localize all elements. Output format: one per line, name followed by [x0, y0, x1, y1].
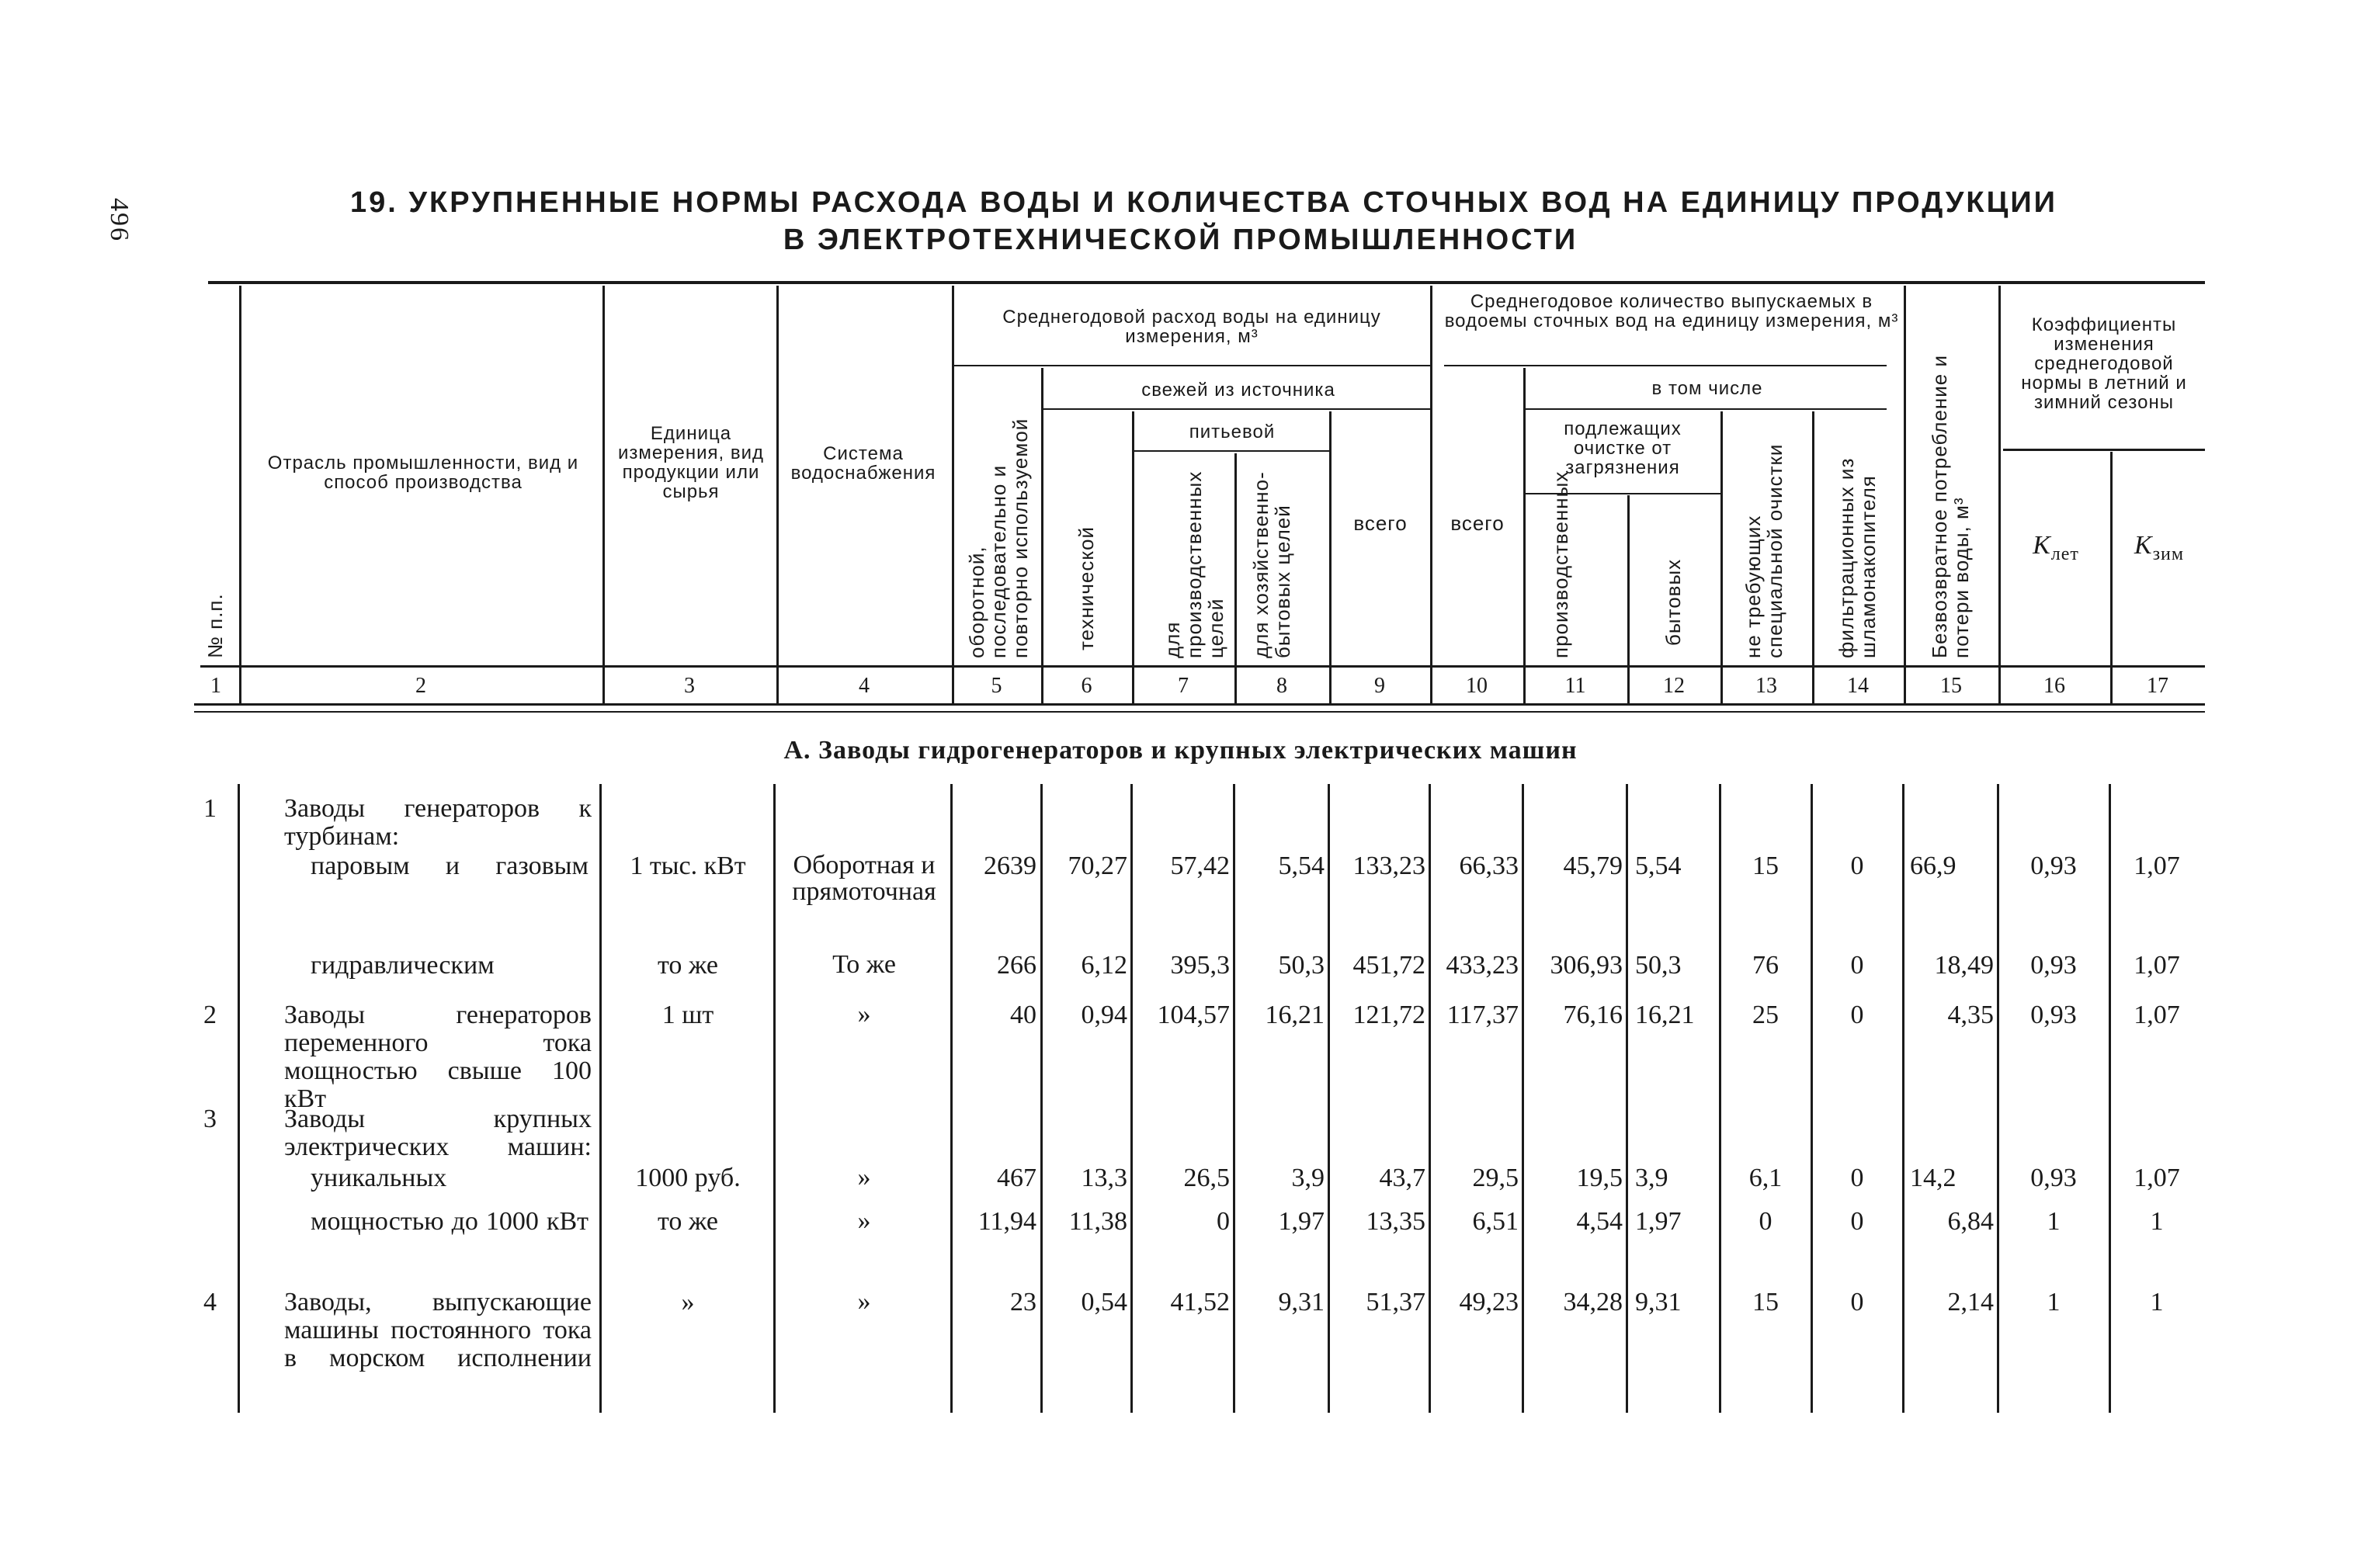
row-value: 5,54	[1278, 852, 1325, 880]
header-group-incl: в том числе	[1651, 378, 1763, 399]
rule-consumption	[953, 365, 1430, 366]
row-value: 0	[1850, 1207, 1864, 1236]
bv-13	[1811, 784, 1813, 1413]
row-value: 6,51	[1472, 1207, 1519, 1236]
header-col-7-text: для производственных целей	[1161, 470, 1227, 658]
row-value: 1,07	[2134, 1164, 2180, 1192]
row-name: Заводы генераторов переменного тока мощностью свыше 100 кВт	[284, 1001, 592, 1113]
hv-8	[1329, 411, 1332, 705]
header-col-5	[966, 394, 1031, 658]
row-value: 45,79	[1563, 852, 1623, 880]
row-value: 18,49	[1934, 951, 1994, 980]
hv-12	[1720, 411, 1723, 705]
row-value: 11,38	[1068, 1207, 1127, 1236]
row-value: 13,3	[1081, 1164, 1127, 1192]
bv-5	[1040, 784, 1043, 1413]
hv-13	[1812, 411, 1814, 705]
hv-10	[1523, 368, 1526, 705]
header-col-6: технической	[1075, 526, 1098, 650]
row-value: 4,35	[1947, 1001, 1994, 1029]
header-group-drinking: питьевой	[1189, 421, 1276, 442]
column-number: 16	[2043, 674, 2065, 698]
row-value: 0	[1850, 951, 1864, 980]
row-value: 0,54	[1081, 1288, 1127, 1316]
row-number: 1	[203, 794, 217, 823]
row-value: 1,07	[2134, 951, 2180, 980]
column-number: 17	[2147, 674, 2168, 698]
row-value: 50,3	[1278, 951, 1325, 980]
row-value: 76,16	[1563, 1001, 1623, 1029]
header-col-11-text: производственных	[1549, 470, 1572, 658]
header-col-13-text: не требующих специальной очистки	[1741, 443, 1786, 658]
column-number: 12	[1663, 674, 1685, 698]
row-value: 133,23	[1352, 852, 1425, 880]
header-col-9: всего	[1353, 512, 1408, 535]
table-title-line2: В ЭЛЕКТРОТЕХНИЧЕСКОЙ ПРОМЫШЛЕННОСТИ	[783, 224, 1578, 256]
column-number: 1	[210, 674, 221, 698]
row-value: 1,07	[2134, 852, 2180, 880]
bv-11	[1626, 784, 1628, 1413]
hv-1	[239, 286, 241, 705]
row-unit: 1 шт	[661, 1001, 714, 1029]
row-value: 16,21	[1635, 1001, 1695, 1029]
row-value: 3,9	[1635, 1164, 1668, 1192]
row-value: 2,14	[1947, 1288, 1994, 1316]
bv-7	[1233, 784, 1235, 1413]
row-value: 266	[997, 951, 1036, 980]
column-number: 7	[1178, 674, 1189, 698]
header-col-12: бытовых	[1661, 558, 1685, 646]
row-number: 2	[203, 1001, 217, 1029]
row-value: 0	[1850, 1001, 1864, 1029]
header-col-5-text: оборотной, последовательно и повторно используемой	[965, 418, 1032, 658]
row-value: 50,3	[1635, 951, 1682, 980]
row-unit: 1 тыс. кВт	[630, 852, 746, 880]
row-value: 51,37	[1366, 1288, 1425, 1316]
bv-16	[2109, 784, 2111, 1413]
row-value: 0	[1850, 1288, 1864, 1316]
row-value: 19,5	[1576, 1164, 1623, 1192]
column-number: 13	[1755, 674, 1777, 698]
column-number: 10	[1466, 674, 1488, 698]
row-value: 6,12	[1081, 951, 1127, 980]
row-value: 3,9	[1291, 1164, 1325, 1192]
row-value: 29,5	[1472, 1164, 1519, 1192]
row-value: 14,2	[1910, 1164, 1957, 1192]
row-value: 1	[2047, 1288, 2061, 1316]
row-value: 6,1	[1748, 1164, 1783, 1192]
bv-4	[950, 784, 953, 1413]
bv-8	[1328, 784, 1330, 1413]
row-value: 66,33	[1459, 852, 1519, 880]
rule-fresh	[1043, 408, 1430, 410]
row-value: 1,97	[1635, 1207, 1682, 1236]
row-system: То же	[832, 950, 896, 979]
hv-16	[2110, 452, 2113, 705]
row-name: паровым и газовым	[311, 852, 589, 880]
hv-15	[1998, 286, 2001, 705]
hv-7	[1234, 453, 1237, 705]
row-value: 15	[1752, 1288, 1779, 1316]
header-col-17	[2113, 531, 2205, 564]
header-group-wastewater: Среднегодовое количество выпускаемых в водоемы сточных вод на единицу измерения, м³	[1444, 291, 1899, 331]
row-value: 41,52	[1170, 1288, 1230, 1316]
bv-10	[1522, 784, 1524, 1413]
row-value: 9,31	[1278, 1288, 1325, 1316]
row-value: 34,28	[1563, 1288, 1623, 1316]
column-number: 9	[1374, 674, 1385, 698]
rule-incl	[1525, 408, 1887, 410]
k-summer-sub: лет	[2050, 543, 2079, 564]
row-value: 433,23	[1446, 951, 1519, 980]
k-winter: K	[2134, 531, 2153, 560]
rule-coef	[2003, 449, 2205, 451]
bv-14	[1902, 784, 1904, 1413]
row-name: Заводы генераторов к турбинам:	[284, 794, 592, 851]
column-number: 4	[859, 674, 870, 698]
bv-1	[238, 784, 240, 1413]
hv-9	[1430, 286, 1432, 705]
table-title-line1: 19. УКРУПНЕННЫЕ НОРМЫ РАСХОДА ВОДЫ И КОЛИЧЕСТВА СТОЧНЫХ ВОД НА ЕДИНИЦУ ПРОДУКЦИИ	[350, 186, 2057, 219]
row-value: 49,23	[1459, 1288, 1519, 1316]
header-col-13	[1742, 418, 1786, 658]
row-number: 3	[203, 1105, 217, 1133]
row-value: 117,37	[1446, 1001, 1519, 1029]
row-value: 9,31	[1635, 1288, 1682, 1316]
row-unit: »	[681, 1288, 695, 1316]
header-group-consumption: Среднегодовой расход воды на единицу измерения, м³	[1002, 307, 1381, 347]
header-col-10: всего	[1450, 512, 1505, 535]
row-value: 121,72	[1352, 1001, 1425, 1029]
row-name: гидравлическим	[311, 951, 495, 980]
header-col-14	[1835, 418, 1879, 658]
row-system: Оборотная и прямоточная	[792, 851, 936, 906]
row-value: 1,97	[1278, 1207, 1325, 1236]
row-value: 0	[1850, 1164, 1864, 1192]
header-col-3: Единица измерения, вид продукции или сырья	[617, 423, 765, 502]
row-value: 104,57	[1157, 1001, 1230, 1029]
row-unit: то же	[657, 1207, 719, 1236]
column-number: 2	[415, 674, 426, 698]
header-col-8	[1250, 464, 1293, 658]
header-col-4: Система водоснабжения	[790, 443, 936, 484]
page-number: 496	[105, 198, 134, 242]
hv-6	[1132, 411, 1134, 705]
row-value: 0,94	[1081, 1001, 1127, 1029]
row-value: 11,94	[977, 1207, 1036, 1236]
column-number: 15	[1940, 674, 1962, 698]
row-value: 26,5	[1183, 1164, 1230, 1192]
row-name: Заводы, выпускающие машины постоянного тока в морском исполнении	[284, 1288, 592, 1372]
row-value: 40	[1010, 1001, 1036, 1029]
bv-15	[1997, 784, 1999, 1413]
header-group-treat: подлежащих очистке от загрязнения	[1564, 418, 1682, 478]
header-col-11	[1549, 470, 1572, 658]
row-value: 66,9	[1910, 852, 1957, 880]
row-value: 13,35	[1366, 1207, 1425, 1236]
column-number: 8	[1276, 674, 1287, 698]
row-value: 0	[1759, 1207, 1772, 1236]
row-value: 0,93	[2030, 1164, 2077, 1192]
row-value: 2639	[984, 852, 1036, 880]
column-number: 3	[684, 674, 695, 698]
row-value: 15	[1752, 852, 1779, 880]
row-name: уникальных	[311, 1164, 447, 1192]
row-value: 5,54	[1635, 852, 1682, 880]
k-winter-sub: зим	[2152, 543, 2185, 564]
header-group-coef: Коэффициенты изменения среднегодовой нормы в летний и зимний сезоны	[2021, 314, 2187, 413]
header-col-15-text: Безвозвратное потребление и потери воды, м³	[1928, 355, 1973, 658]
k-summer: K	[2033, 531, 2051, 560]
header-col-2: Отрасль промышленности, вид и способ производства	[267, 453, 579, 493]
column-number: 11	[1564, 674, 1586, 698]
row-value: 6,84	[1947, 1207, 1994, 1236]
row-name: Заводы крупных электрических машин:	[284, 1105, 592, 1161]
row-value: 25	[1752, 1001, 1779, 1029]
row-value: 0,93	[2030, 1001, 2077, 1029]
row-name: мощностью до 1000 кВт	[311, 1207, 589, 1236]
row-system: »	[857, 1163, 871, 1192]
bv-3	[773, 784, 776, 1413]
bv-9	[1429, 784, 1431, 1413]
header-group-fresh: свежей из источника	[1141, 380, 1335, 401]
row-value: 4,54	[1576, 1207, 1623, 1236]
row-value: 76	[1752, 951, 1779, 980]
row-value: 1	[2150, 1288, 2164, 1316]
column-number: 14	[1847, 674, 1869, 698]
row-value: 16,21	[1265, 1001, 1325, 1029]
column-number: 5	[991, 674, 1002, 698]
header-top-rule	[208, 281, 2205, 284]
section-title: А. Заводы гидрогенераторов и крупных электрических машин	[783, 736, 1578, 765]
row-value: 395,3	[1170, 951, 1230, 980]
row-value: 1,07	[2134, 1001, 2180, 1029]
bv-2	[599, 784, 602, 1413]
header-col-15	[1929, 340, 1972, 658]
header-col-14-text: фильтрационных из шламонакопителя	[1835, 457, 1880, 658]
hv-14	[1904, 286, 1906, 705]
row-value: 306,93	[1550, 951, 1623, 980]
row-number: 4	[203, 1288, 217, 1316]
row-value: 467	[997, 1164, 1036, 1192]
row-value: 57,42	[1170, 852, 1230, 880]
column-number: 6	[1081, 674, 1092, 698]
row-system: »	[857, 1000, 871, 1029]
row-system: »	[857, 1287, 871, 1316]
rule-drinking	[1134, 450, 1331, 452]
row-value: 0,93	[2030, 951, 2077, 980]
section-rule	[194, 711, 2205, 713]
hv-2	[602, 286, 605, 705]
row-value: 1	[2047, 1207, 2061, 1236]
row-value: 43,7	[1379, 1164, 1425, 1192]
row-value: 23	[1010, 1288, 1036, 1316]
row-value: 0,93	[2030, 852, 2077, 880]
row-value: 1	[2150, 1207, 2164, 1236]
header-col-16	[2003, 531, 2109, 564]
row-value: 451,72	[1352, 951, 1425, 980]
header-col-1: № п.п.	[203, 593, 227, 658]
bv-6	[1130, 784, 1133, 1413]
header-col-7	[1161, 464, 1227, 658]
hv-4	[952, 286, 954, 705]
hv-5	[1041, 368, 1043, 705]
row-value: 70,27	[1068, 852, 1127, 880]
row-system: »	[857, 1206, 871, 1235]
row-unit: 1000 руб.	[635, 1164, 741, 1192]
row-value: 0	[1217, 1207, 1230, 1236]
row-unit: то же	[657, 951, 719, 980]
hv-3	[776, 286, 779, 705]
rule-wastewater	[1444, 365, 1887, 366]
header-col-8-text: для хозяйственно-бытовых целей	[1249, 471, 1294, 658]
row-value: 0	[1850, 852, 1864, 880]
